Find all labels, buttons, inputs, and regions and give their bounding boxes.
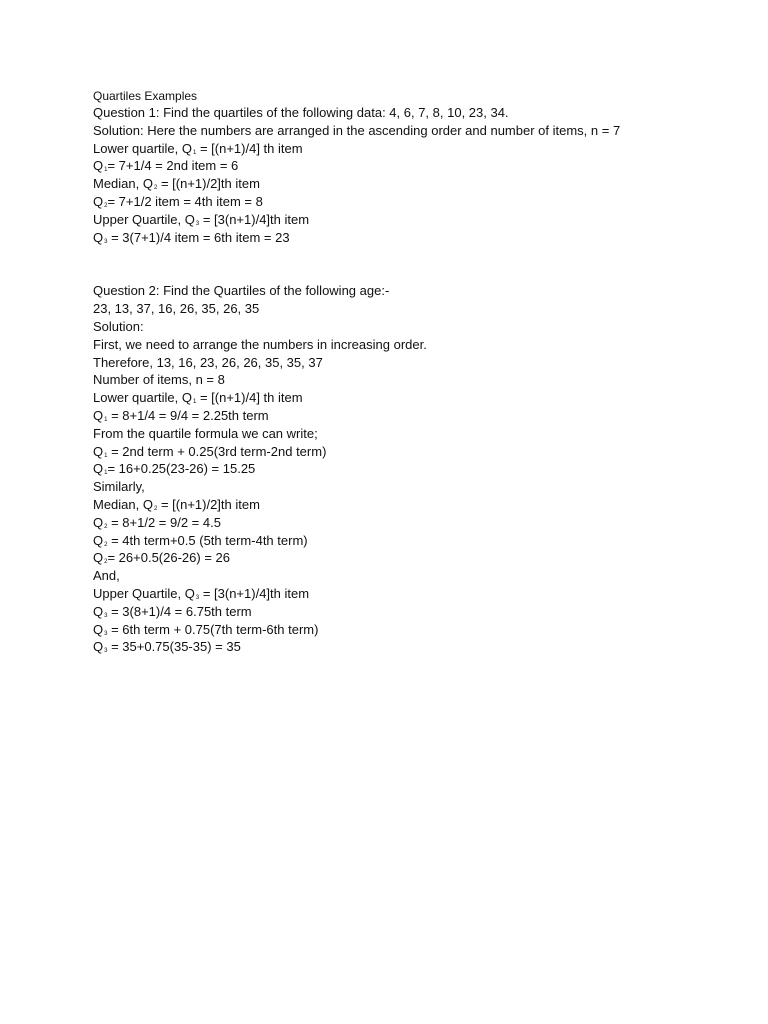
q1-median-formula: Median, $Q_2 = [(n+1)/2]th$ item: [93, 176, 260, 192]
q2-upper-quartile-formula: Upper Quartile, $Q_3 = [3(n+1)/4]th$ item: [93, 585, 310, 601]
q2-second-quartile-formula: $Q_2 = 4th$ term+0.5 (5th term-4th term): [93, 532, 308, 548]
document-body: [93, 88, 733, 656]
q2-similarly: Similarly,: [93, 479, 145, 495]
document-title: Quartiles Examples: [93, 89, 198, 103]
q2-item-count: Number of items, n = 8: [93, 372, 225, 388]
question-2-text: Question 2: Find the Quartiles of the following age:-: [93, 283, 390, 299]
q2-median-formula: Median, $Q_2 = [(n+1)/2]th$ item: [93, 496, 260, 512]
q1-first-quartile-calc: $Q_1= 7+1/4 = 2nd$ item = 6: [93, 158, 239, 174]
q2-first-quartile-formula: $Q_1 = 2nd$ term + 0.25(3rd term-2nd term): [93, 443, 327, 459]
question-1-text: Question 1: Find the quartiles of the following data: 4, 6, 7, 8, 10, 23, 34.: [93, 105, 509, 120]
question-2-solution-label: Solution:: [93, 318, 144, 334]
q2-first-quartile-calc: $Q_1 = 8+1/4 = 9/4 = 2.25th$ term: [93, 407, 269, 423]
question-2-data: 23, 13, 37, 16, 26, 35, 26, 35: [93, 301, 260, 317]
q2-arrange-step: First, we need to arrange the numbers in increasing order.: [93, 336, 427, 352]
example-1: [93, 104, 733, 246]
q2-second-quartile-result: $Q_2= 26+0.5(26-26) = 26$: [93, 550, 230, 566]
q1-upper-quartile-formula: Upper Quartile, $Q_3 = [3(n+1)/4]th$ item: [93, 211, 310, 227]
q1-second-quartile-calc: $Q_2= 7+1/2$ item = 4th item = 8: [93, 193, 263, 209]
paragraph-gap: [93, 246, 733, 282]
q2-third-quartile-formula: $Q_3 = 6th$ term + 0.75(7th term-6th term): [93, 621, 319, 637]
q2-third-quartile-result: $Q_3 = 35+0.75(35-35) = 35$: [93, 639, 241, 655]
q1-third-quartile-calc: $Q_3 = 3(7+1)/4$ item = 6th item = 23: [93, 229, 290, 245]
q2-third-quartile-calc: $Q_3 = 3(8+1)/4 = 6.75th$ term: [93, 603, 252, 619]
q2-lower-quartile-formula: Lower quartile, $Q_1 = [(n+1)/4]$ th item: [93, 390, 303, 406]
q2-second-quartile-calc: $Q_2 = 8+1/2 = 9/2 = 4.5$: [93, 514, 221, 530]
q2-and: And,: [93, 568, 120, 584]
q2-first-quartile-result: $Q_1= 16+0.25(23-26) = 15.25$: [93, 461, 256, 477]
q2-sorted-data: Therefore, 13, 16, 23, 26, 26, 35, 35, 37: [93, 354, 323, 370]
q1-lower-quartile-formula: Lower quartile, $Q_1 = [(n+1)/4]$ th item: [93, 140, 303, 156]
q2-formula-note: From the quartile formula we can write;: [93, 425, 318, 441]
example-2: [93, 282, 733, 656]
question-1-solution: Solution: Here the numbers are arranged in the ascending order and number of items, n = 7: [93, 122, 621, 138]
